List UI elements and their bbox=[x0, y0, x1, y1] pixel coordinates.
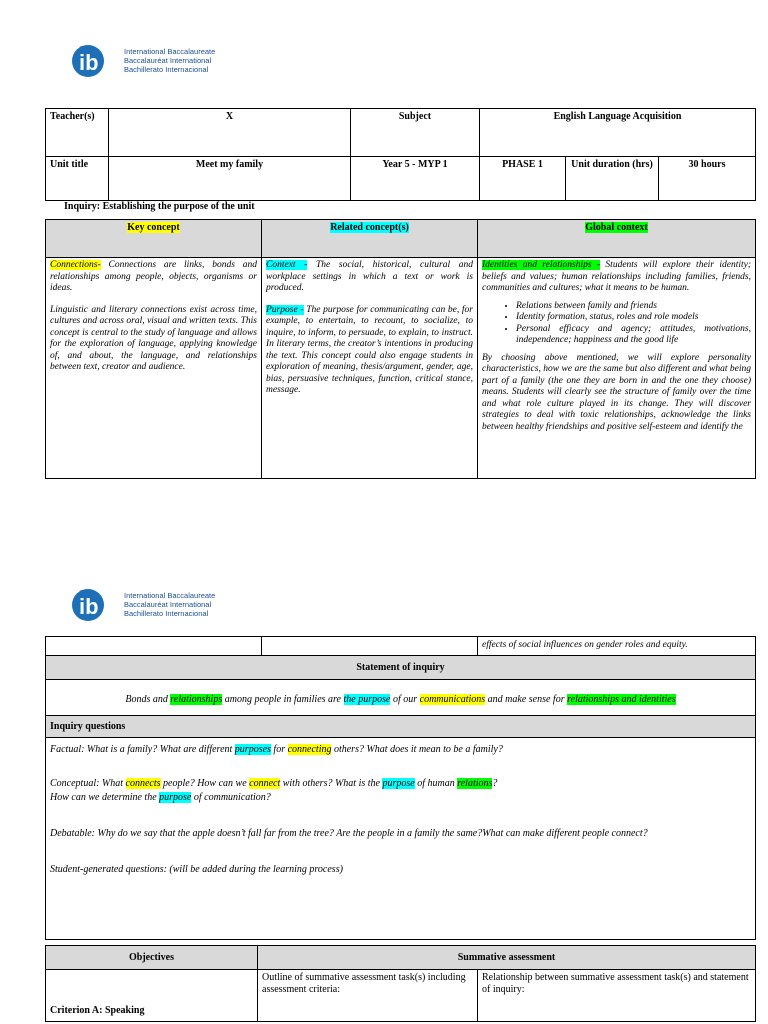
statement-header: Statement of inquiry bbox=[46, 656, 756, 680]
subject-value: English Language Acquisition bbox=[480, 109, 756, 157]
list-item: • Relations between family and friends bbox=[516, 301, 751, 313]
inquiry-table bbox=[45, 636, 756, 940]
summative-header: Summative assessment bbox=[258, 946, 756, 970]
continued-text: effects of social influences on gender roles and equity. bbox=[478, 637, 756, 656]
list-item: • Personal efficacy and agency; attitudes, motivations, independence; happiness and the good life bbox=[516, 324, 751, 347]
factual-question: Factual: What is a family? What are different purposes for connecting others? What does it mean to be a family? bbox=[50, 744, 503, 755]
conceptual-question: Conceptual: What connects people? How can we connect with others? What is the purpose of human relations? bbox=[50, 778, 498, 789]
identities-term: Identities and relationships - bbox=[482, 260, 601, 270]
inquiry-questions-header: Inquiry questions bbox=[46, 716, 756, 738]
assessment-table bbox=[45, 945, 756, 1022]
conceptual-question-2: How can we determine the purpose of communication? bbox=[50, 792, 271, 803]
global-context-cell: Identities and relationships - Students will explore their identity; beliefs and values; human relationships including families, friends, communities and cultures; what it means to be human. • Relations between family and friends • Identity formation, status, roles and role models • Personal efficacy and agency; attitudes, motivations, independence; happiness and the good life By choosing above mentioned, we will explore personality characteristics, how we are the same but also different and what being part of a family (the one they are born in and the one they choose) means. Students will clearly see the structure of family over the time and what role culture played in its change. They will discover strategies to deal with toxic relationships, acknowledge the links between healthy friendships and positive self-esteem and identify the bbox=[478, 258, 756, 479]
global-context-header: Global context bbox=[478, 220, 756, 258]
ib-logo-text: International Baccalaureate Baccalauréat International Bachillerato Internacional bbox=[124, 590, 216, 618]
teacher-value: X bbox=[109, 109, 351, 157]
key-concept-header: Key concept bbox=[46, 220, 262, 258]
ib-logo bbox=[68, 584, 215, 624]
ib-logo-icon bbox=[68, 584, 120, 624]
unit-duration-value: 30 hours bbox=[659, 157, 756, 201]
statement-of-inquiry: Bonds and relationships among people in families are the purpose of our communications and make sense for relationships and identities bbox=[46, 680, 756, 716]
inquiry-heading: Inquiry: Establishing the purpose of the unit bbox=[64, 201, 255, 212]
key-concept-term: Connections- bbox=[50, 260, 101, 270]
global-context-explanation: By choosing above mentioned, we will explore personality characteristics, how we are the same but also different and what being part of a family (the one they are born in and the one they choose) means. Students will clearly see the structure of family over the time and what role culture played in its change. They will discover strategies to deal with toxic relationships, acknowledge the links between healthy friendships and positive self-esteem and identify the bbox=[482, 352, 751, 432]
key-concept-cell: Connections- Connections are links, bonds and relationships among people, objects, organisms or ideas. Linguistic and literary connections exist across time, cultures and across oral, visual and written texts. This concept is central to the study of language and allows for the exploration of language, applying knowledge of, and about, the language, and relationships between text, creator and audience. bbox=[46, 258, 262, 479]
student-generated-questions: Student-generated questions: (will be added during the learning process) bbox=[50, 864, 343, 875]
ib-logo-text: International Baccalaureate Baccalauréat International Bachillerato Internacional bbox=[124, 46, 216, 74]
svg-text:ib: ib bbox=[79, 50, 99, 75]
outline-cell: Outline of summative assessment task(s) including assessment criteria: bbox=[258, 970, 478, 1022]
subject-label: Subject bbox=[351, 109, 480, 157]
year-value: Year 5 - MYP 1 bbox=[351, 157, 480, 201]
purpose-term: Purpose - bbox=[266, 304, 304, 315]
unit-duration-label: Unit duration (hrs) bbox=[566, 157, 659, 201]
debatable-question: Debatable: Why do we say that the apple doesn’t fall far from the tree? Are the people in a family the same?What can make different people connect? bbox=[50, 828, 648, 839]
context-term: Context - bbox=[266, 260, 308, 270]
unit-header-table bbox=[45, 108, 756, 201]
inquiry-questions-cell bbox=[46, 738, 756, 940]
ib-logo-icon bbox=[68, 40, 120, 80]
concepts-table bbox=[45, 219, 756, 479]
objectives-header: Objectives bbox=[46, 946, 258, 970]
relationship-cell: Relationship between summative assessment task(s) and statement of inquiry: bbox=[478, 970, 756, 1022]
unit-title-value: Meet my family bbox=[109, 157, 351, 201]
related-concepts-header: Related concept(s) bbox=[262, 220, 478, 258]
related-concepts-cell: Context - The social, historical, cultural and workplace settings in which a text or work is produced. Purpose - The purpose for communicating can be, for example, to entertain, to recount, to socialize, to inquire, to inform, to persuade, to explain, to instruct. In literary terms, the creator’s intentions in producing the text. This concept could also engage students in exploration of meaning, thesis/argument, gender, age, bias, persuasive techniques, function, critical stance, message. bbox=[262, 258, 478, 479]
unit-title-label: Unit title bbox=[46, 157, 109, 201]
key-concept-description: Linguistic and literary connections exist across time, cultures and across oral, visual and written texts. This concept is central to the study of language and allows for the exploration of language, applying knowledge of, and about, the language, and relationships between text, creator and audience. bbox=[50, 304, 257, 372]
global-context-list bbox=[482, 301, 751, 347]
ib-logo bbox=[68, 40, 215, 80]
criterion-a: Criterion A: Speaking bbox=[46, 970, 258, 1022]
svg-text:ib: ib bbox=[79, 594, 99, 619]
list-item: • Identity formation, status, roles and role models bbox=[516, 312, 751, 324]
phase-value: PHASE 1 bbox=[480, 157, 566, 201]
teacher-label: Teacher(s) bbox=[46, 109, 109, 157]
